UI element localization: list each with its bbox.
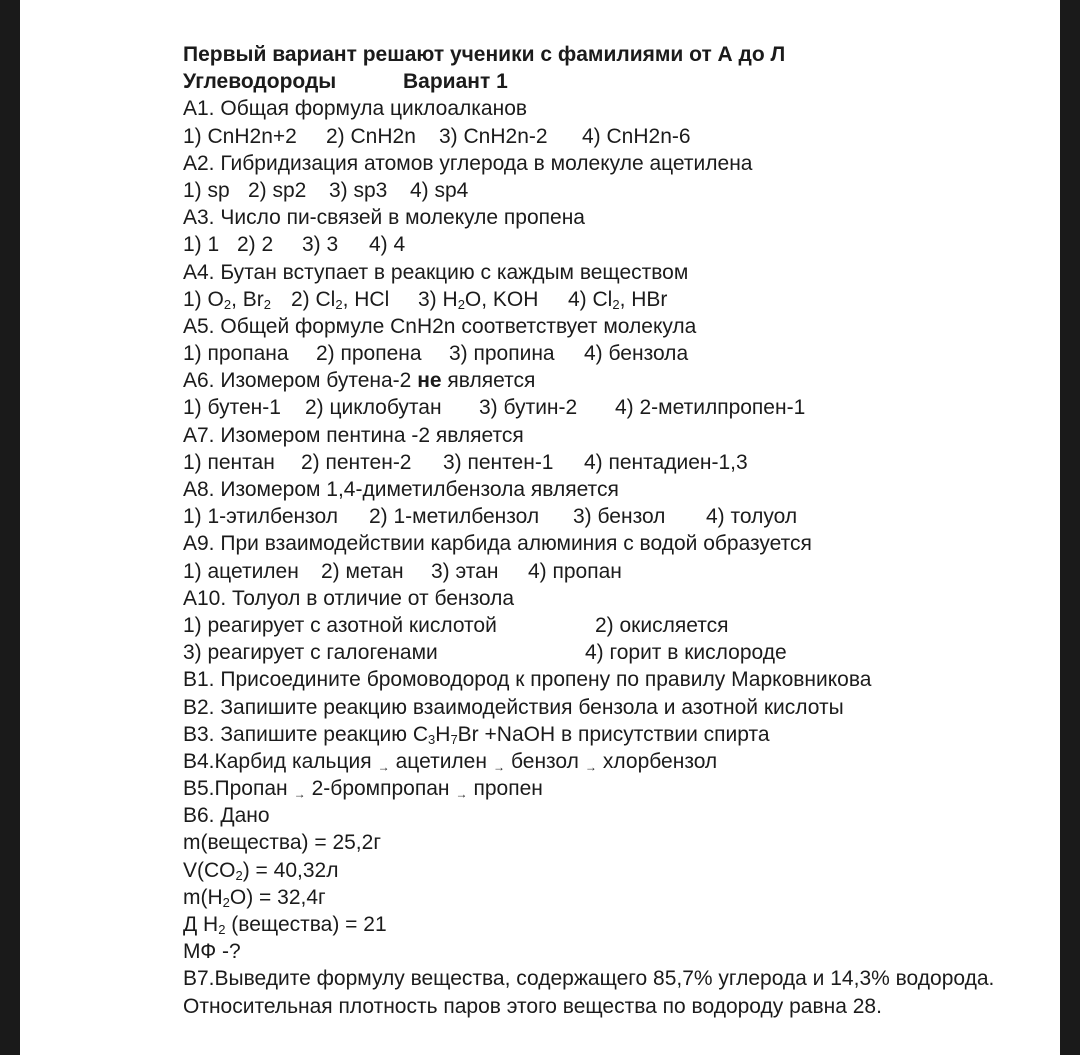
test-content [183, 41, 1073, 1020]
option: 1) CnH2n+2 [183, 124, 297, 148]
options-a2 [183, 177, 1073, 204]
option: 3) $H_2O$, KOH [418, 287, 539, 312]
topic-title: Углеводороды [183, 70, 337, 94]
option: 4) 4 [369, 233, 406, 257]
option: 2) пропена [316, 342, 422, 366]
option: 2) CnH2n [326, 124, 416, 148]
given-density: Д $Н_2$ (вещества) = 21 [183, 913, 387, 937]
find-formula: МФ -? [183, 940, 241, 964]
arrow-icon: → [492, 759, 505, 774]
option: 3) бутин-2 [479, 396, 578, 420]
option: 3) 3 [302, 233, 339, 257]
options-a3 [183, 231, 1073, 258]
options-a8 [183, 503, 1073, 530]
question-b4: В4.Карбид кальция → ацетилен → бензол → хлорбензол [183, 748, 1073, 775]
variant-title: Вариант 1 [403, 70, 508, 94]
options-a1 [183, 123, 1073, 150]
option: 2) метан [321, 559, 404, 583]
question-a1: А1. Общая формула циклоалканов [183, 97, 528, 121]
options-a4 [183, 286, 1073, 313]
option: 4) толуол [706, 505, 798, 529]
option: 2) $Cl_2$, HCl [291, 287, 390, 312]
option: 1) 1 [183, 233, 220, 257]
given-volume: $V(CO_2) = 40,32л$ [183, 858, 339, 883]
options-a10-row1 [183, 612, 1073, 639]
option: 4) sp4 [410, 178, 469, 202]
option: 4) пропан [528, 559, 622, 583]
question-a8: А8. Изомером 1,4-диметилбензола является [183, 478, 619, 501]
arrow-icon: → [455, 787, 468, 802]
options-a5 [183, 340, 1073, 367]
option: 3) реагирует с галогенами [183, 641, 438, 665]
option: 1) sp [183, 178, 230, 202]
option: 1) пентан [183, 450, 275, 474]
header-topic-line [183, 68, 1073, 95]
question-a5: А5. Общей формуле CnH2n соответствует молекула [183, 314, 697, 338]
document-page [20, 0, 1060, 1055]
option: 3) пентен-1 [443, 450, 554, 474]
option: 4) CnH2n-6 [582, 124, 691, 148]
question-b7: В7.Выведите формулу вещества, содержащего 85,7% углерода и 14,3% водорода. [183, 967, 995, 991]
option: 2) пентен-2 [301, 450, 412, 474]
question-a10: А10. Толуол в отличие от бензола [183, 586, 515, 610]
option: 2) sp2 [248, 178, 307, 202]
option: 1) бутен-1 [183, 396, 281, 420]
option: 3) пропина [449, 342, 555, 366]
option: 4) бензола [584, 342, 689, 366]
given-water-mass: $m(H_2O) = 32,4г$ [183, 885, 326, 910]
emphasis-not: не [417, 369, 442, 393]
question-a4: А4. Бутан вступает в реакцию с каждым веществом [183, 260, 689, 284]
option: 3) этан [431, 559, 499, 583]
option: 2) окисляется [595, 613, 729, 637]
option: 3) бензол [573, 505, 666, 529]
option: 4) $Cl_2$, HBr [568, 287, 668, 312]
question-a2: А2. Гибридизация атомов углерода в молекуле ацетилена [183, 151, 753, 175]
options-a7 [183, 449, 1073, 476]
option: 3) CnH2n-2 [439, 124, 548, 148]
question-b1: В1. Присоедините бромоводород к пропену по правилу Марковникова [183, 668, 872, 692]
option: 1) ацетилен [183, 559, 299, 583]
question-b5: В5.Пропан → 2-бромпропан → пропен [183, 775, 1073, 802]
option: 2) 1-метилбензол [369, 505, 540, 529]
question-b7-cont: Относительная плотность паров этого вещества по водороду равна 28. [183, 994, 882, 1018]
arrow-icon: → [377, 759, 390, 774]
option: 4) 2-метилпропен-1 [615, 396, 806, 420]
question-a7: А7. Изомером пентина -2 является [183, 423, 524, 447]
question-a6: А6. Изомером бутена-2 не является [183, 369, 536, 393]
question-a9: А9. При взаимодействии карбида алюминия с водой образуется [183, 532, 812, 556]
option: 4) горит в кислороде [585, 641, 787, 665]
question-a3: А3. Число пи-связей в молекуле пропена [183, 206, 585, 230]
arrow-icon: → [584, 759, 597, 774]
option: 2) 2 [237, 233, 274, 257]
header-line: Первый вариант решают ученики с фамилиями от А до Л [183, 43, 786, 66]
options-a10-row2 [183, 639, 1073, 666]
options-a9 [183, 558, 1073, 585]
option: 2) циклобутан [305, 396, 442, 420]
option: 4) пентадиен-1,3 [584, 450, 748, 474]
given-mass: m(вещества) = 25,2г [183, 831, 381, 855]
options-a6 [183, 394, 1073, 421]
option: 1) пропана [183, 342, 289, 366]
question-b2: В2. Запишите реакцию взаимодействия бензола и азотной кислоты [183, 695, 844, 719]
question-b6: В6. Дано [183, 804, 270, 828]
option: 3) sp3 [329, 178, 388, 202]
option: 1) реагирует с азотной кислотой [183, 613, 497, 637]
option: 1) $O_2$, $Br_2$ [183, 287, 271, 312]
question-b3: В3. Запишите реакцию $С_3H_7Br$ +NaOH в присутствии спирта [183, 722, 770, 747]
option: 1) 1-этилбензол [183, 505, 338, 529]
arrow-icon: → [293, 787, 306, 802]
